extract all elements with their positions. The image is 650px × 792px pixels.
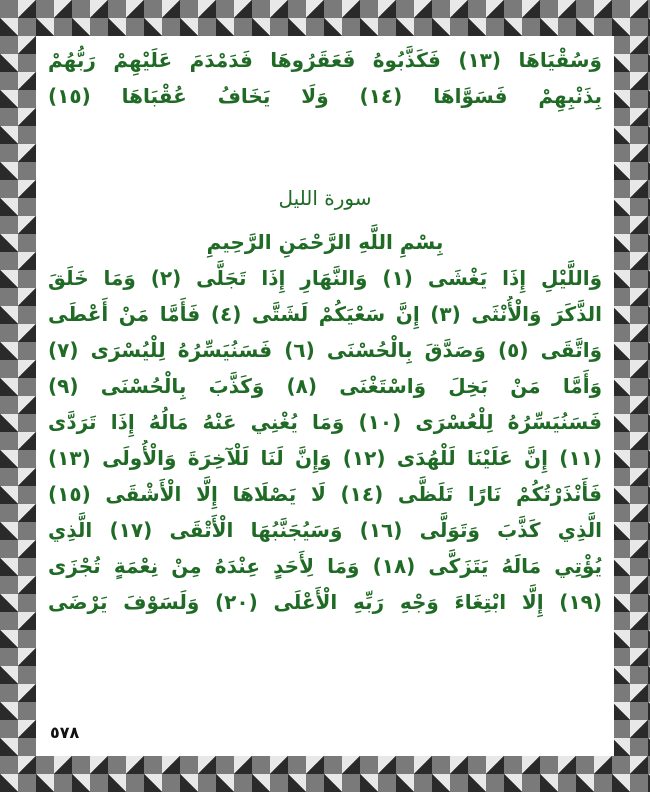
verse-line: فَسَنُيَسِّرُهُ لِلْعُسْرَى (١٠) وَمَا يُغْنِي عَنْهُ مَالُهُ إِذَا تَرَدَّى [48, 410, 602, 434]
verse-line: وَاللَّيْلِ إِذَا يَغْشَى (١) وَالنَّهَارِ إِذَا تَجَلَّى (٢) وَمَا خَلَقَ [48, 266, 602, 290]
verse-line: الَّذِي كَذَّبَ وَتَوَلَّى (١٦) وَسَيُجَنَّبُهَا الْأَتْقَى (١٧) الَّذِي [48, 518, 602, 542]
surah-title: سورة الليل [278, 186, 372, 210]
verse-line: وَأَمَّا مَنْ بَخِلَ وَاسْتَغْنَى (٨) وَكَذَّبَ بِالْحُسْنَى (٩) [48, 374, 602, 398]
page-number: ٥٧٨ [50, 723, 80, 742]
verse-line: الذَّكَرَ وَالْأُنْثَى (٣) إِنَّ سَعْيَكُمْ لَشَتَّى (٤) فَأَمَّا مَنْ أَعْطَى [48, 302, 602, 326]
verse-line: يُؤْتِي مَالَهُ يَتَزَكَّى (١٨) وَمَا لِأَحَدٍ عِنْدَهُ مِنْ نِعْمَةٍ تُجْزَى [48, 554, 602, 578]
verse-line-prev-2: بِذَنْبِهِمْ فَسَوَّاهَا (١٤) وَلَا يَخَافُ عُقْبَاهَا (١٥) [48, 84, 602, 108]
verse-line: (١١) إِنَّ عَلَيْنَا لَلْهُدَى (١٢) وَإِنَّ لَنَا لَلْآخِرَةَ وَالْأُولَى (١٣) [48, 446, 602, 470]
verse-line-prev-1: وَسُقْيَاهَا (١٣) فَكَذَّبُوهُ فَعَقَرُوهَا فَدَمْدَمَ عَلَيْهِمْ رَبُّهُمْ [48, 48, 602, 72]
verse-line: فَأَنْذَرْتُكُمْ نَارًا تَلَظَّى (١٤) لَا يَصْلَاهَا إِلَّا الْأَشْقَى (١٥) [48, 482, 602, 506]
verse-line: وَاتَّقَى (٥) وَصَدَّقَ بِالْحُسْنَى (٦) فَسَنُيَسِّرُهُ لِلْيُسْرَى (٧) [48, 338, 602, 362]
verse-line: (١٩) إِلَّا ابْتِغَاءَ وَجْهِ رَبِّهِ الْأَعْلَى (٢٠) وَلَسَوْفَ يَرْضَى [48, 590, 602, 614]
basmala: بِسْمِ اللَّهِ الرَّحْمَنِ الرَّحِيمِ [206, 230, 444, 254]
quran-page [36, 36, 614, 756]
